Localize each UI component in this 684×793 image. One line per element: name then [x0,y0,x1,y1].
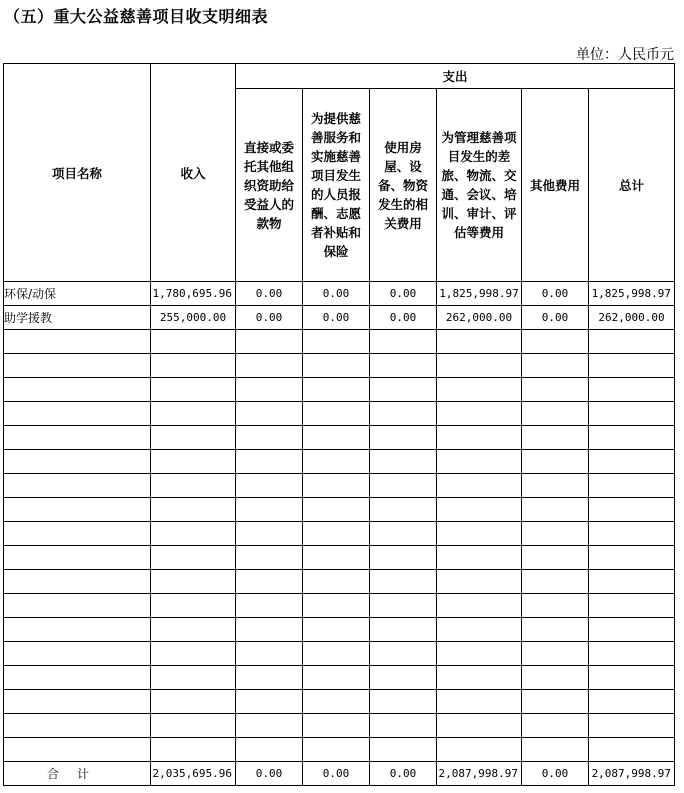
empty-cell [522,546,589,570]
empty-cell [522,714,589,738]
empty-row [4,570,675,594]
table-row [4,282,675,306]
empty-cell [522,450,589,474]
income-value: 1,780,695.96 [151,282,236,306]
empty-cell [589,618,675,642]
empty-cell [151,474,236,498]
empty-cell [589,690,675,714]
empty-cell [151,354,236,378]
empty-cell [522,594,589,618]
empty-cell [437,354,522,378]
empty-cell [151,498,236,522]
empty-cell [303,450,370,474]
empty-cell [4,618,151,642]
empty-cell [522,570,589,594]
empty-cell [437,426,522,450]
empty-cell [522,498,589,522]
empty-cell [522,474,589,498]
empty-cell [151,642,236,666]
empty-cell [370,690,437,714]
empty-cell [589,666,675,690]
empty-cell [437,738,522,762]
summary-income: 2,035,695.96 [151,762,236,786]
empty-cell [151,402,236,426]
empty-cell [236,690,303,714]
empty-row [4,450,675,474]
page-title: （五）重大公益慈善项目收支明细表 [4,7,269,26]
empty-cell [4,330,151,354]
empty-cell [437,522,522,546]
empty-cell [236,450,303,474]
facility-value: 0.00 [370,282,437,306]
empty-cell [437,666,522,690]
management-value: 262,000.00 [437,306,522,330]
empty-cell [151,690,236,714]
project-name: 环保/动保 [4,282,151,306]
empty-cell [437,474,522,498]
empty-cell [589,378,675,402]
empty-cell [370,666,437,690]
empty-row [4,330,675,354]
empty-cell [370,426,437,450]
empty-cell [151,330,236,354]
empty-cell [522,378,589,402]
empty-cell [236,738,303,762]
empty-cell [437,546,522,570]
empty-cell [151,570,236,594]
summary-total: 2,087,998.97 [589,762,675,786]
empty-cell [151,618,236,642]
empty-cell [589,522,675,546]
empty-cell [437,330,522,354]
table-row [4,306,675,330]
empty-row [4,546,675,570]
empty-cell [4,546,151,570]
empty-cell [4,474,151,498]
empty-cell [303,474,370,498]
empty-cell [4,642,151,666]
facility-value: 0.00 [370,306,437,330]
empty-row [4,594,675,618]
empty-cell [437,594,522,618]
empty-cell [437,498,522,522]
empty-cell [589,498,675,522]
header-expenditure: 支出 [236,64,675,89]
empty-cell [370,402,437,426]
header-total: 总计 [589,89,675,282]
empty-cell [370,330,437,354]
expenditure-table [3,63,675,786]
empty-cell [589,330,675,354]
empty-cell [370,618,437,642]
empty-cell [589,402,675,426]
empty-row [4,618,675,642]
empty-cell [370,714,437,738]
empty-cell [4,666,151,690]
empty-cell [437,450,522,474]
empty-row [4,426,675,450]
empty-row [4,498,675,522]
empty-cell [236,642,303,666]
empty-cell [4,738,151,762]
empty-row [4,714,675,738]
empty-cell [4,594,151,618]
empty-cell [4,402,151,426]
empty-cell [437,378,522,402]
empty-cell [236,498,303,522]
empty-cell [236,714,303,738]
empty-cell [437,690,522,714]
empty-cell [370,378,437,402]
header-personnel: 为提供慈善服务和实施慈善项目发生的人员报酬、志愿者补贴和保险 [303,89,370,282]
personnel-value: 0.00 [303,306,370,330]
empty-cell [236,594,303,618]
empty-cell [370,450,437,474]
empty-cell [589,426,675,450]
summary-label: 合计 [4,762,151,786]
empty-cell [4,378,151,402]
income-value: 255,000.00 [151,306,236,330]
empty-cell [303,330,370,354]
empty-cell [151,546,236,570]
empty-cell [236,546,303,570]
header-other: 其他费用 [522,89,589,282]
empty-cell [437,570,522,594]
empty-cell [589,642,675,666]
empty-cell [151,714,236,738]
header-management: 为管理慈善项目发生的差旅、物流、交通、会议、培训、审计、评估等费用 [437,89,522,282]
empty-cell [589,450,675,474]
empty-cell [303,402,370,426]
empty-row [4,642,675,666]
empty-cell [151,522,236,546]
empty-cell [370,522,437,546]
empty-cell [370,546,437,570]
empty-cell [236,570,303,594]
empty-cell [151,738,236,762]
empty-cell [370,570,437,594]
empty-cell [4,714,151,738]
empty-cell [303,738,370,762]
currency-unit: 单位：人民币元 [576,47,674,63]
summary-direct-aid: 0.00 [236,762,303,786]
empty-cell [370,594,437,618]
empty-cell [236,426,303,450]
summary-management: 2,087,998.97 [437,762,522,786]
header-direct-aid: 直接或委托其他组织资助给受益人的款物 [236,89,303,282]
empty-cell [589,354,675,378]
empty-cell [522,354,589,378]
header-income: 收入 [151,64,236,282]
empty-row [4,378,675,402]
empty-cell [437,402,522,426]
empty-cell [522,738,589,762]
empty-cell [370,642,437,666]
personnel-value: 0.00 [303,282,370,306]
total-value: 1,825,998.97 [589,282,675,306]
empty-cell [236,330,303,354]
empty-row [4,354,675,378]
empty-cell [303,426,370,450]
summary-facility: 0.00 [370,762,437,786]
empty-cell [303,522,370,546]
empty-cell [151,426,236,450]
total-value: 262,000.00 [589,306,675,330]
empty-cell [303,642,370,666]
empty-cell [522,618,589,642]
other-value: 0.00 [522,306,589,330]
empty-cell [522,402,589,426]
empty-cell [303,354,370,378]
empty-cell [236,618,303,642]
empty-cell [303,690,370,714]
empty-cell [437,642,522,666]
empty-cell [236,666,303,690]
empty-cell [370,738,437,762]
empty-cell [4,426,151,450]
empty-cell [236,354,303,378]
empty-cell [303,546,370,570]
summary-personnel: 0.00 [303,762,370,786]
empty-cell [437,714,522,738]
empty-cell [151,378,236,402]
other-value: 0.00 [522,282,589,306]
empty-cell [303,498,370,522]
empty-cell [303,666,370,690]
empty-cell [522,330,589,354]
empty-cell [589,474,675,498]
empty-cell [370,498,437,522]
empty-row [4,474,675,498]
project-name: 助学援教 [4,306,151,330]
summary-other: 0.00 [522,762,589,786]
management-value: 1,825,998.97 [437,282,522,306]
empty-cell [151,666,236,690]
header-facility: 使用房屋、设备、物资发生的相关费用 [370,89,437,282]
empty-cell [303,714,370,738]
direct-aid-value: 0.00 [236,282,303,306]
empty-row [4,402,675,426]
empty-row [4,666,675,690]
empty-row [4,522,675,546]
empty-cell [522,522,589,546]
empty-cell [4,354,151,378]
empty-cell [236,522,303,546]
empty-cell [437,618,522,642]
empty-cell [236,378,303,402]
empty-cell [303,570,370,594]
empty-cell [4,450,151,474]
empty-cell [589,738,675,762]
empty-cell [589,594,675,618]
empty-cell [236,402,303,426]
empty-cell [370,354,437,378]
empty-cell [370,474,437,498]
empty-row [4,738,675,762]
empty-cell [522,690,589,714]
empty-cell [589,546,675,570]
empty-cell [4,522,151,546]
header-project-name: 项目名称 [4,64,151,282]
empty-cell [4,570,151,594]
empty-cell [303,618,370,642]
empty-cell [589,570,675,594]
empty-cell [151,450,236,474]
empty-cell [236,474,303,498]
empty-row [4,690,675,714]
empty-cell [589,714,675,738]
empty-cell [4,498,151,522]
summary-row [4,762,675,786]
empty-cell [151,594,236,618]
empty-cell [303,594,370,618]
empty-cell [522,642,589,666]
empty-cell [522,666,589,690]
empty-cell [522,426,589,450]
empty-cell [4,690,151,714]
direct-aid-value: 0.00 [236,306,303,330]
empty-cell [303,378,370,402]
